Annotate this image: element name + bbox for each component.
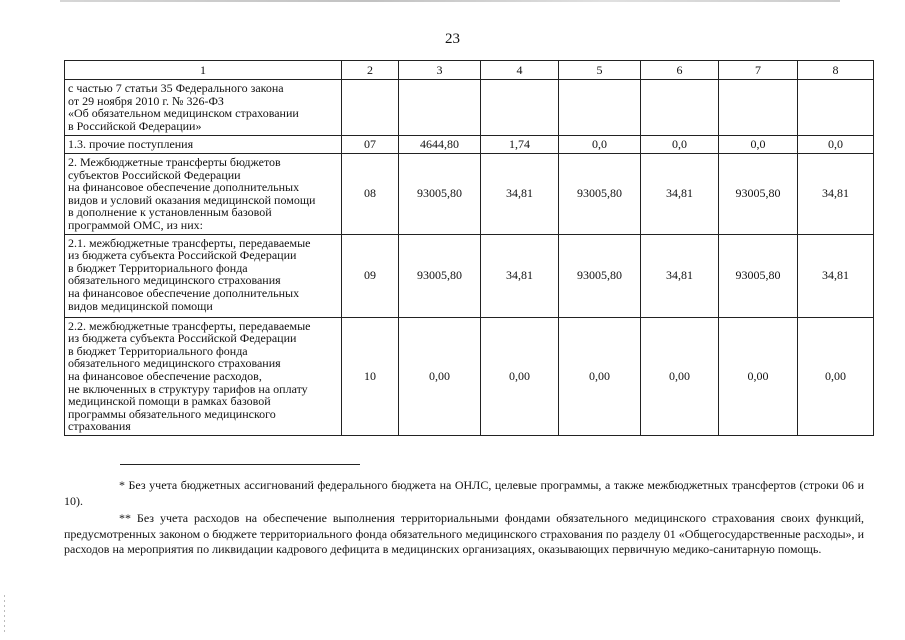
value-cell: 93005,80 <box>399 234 481 317</box>
value-cell: 0,00 <box>798 317 874 435</box>
value-cell: 0,0 <box>719 136 798 154</box>
row-label-cell: 2.1. межбюджетные трансферты, передаваемые из бюджета субъекта Российской Федерации в бюджет Территориального фонда обязательного медицинского страхования на финансовое обеспечение дополнительных видов медицинской помощи <box>65 234 342 317</box>
footnote-separator <box>120 464 360 465</box>
row-label-cell: 1.3. прочие поступления <box>65 136 342 154</box>
scan-top-edge <box>60 0 840 2</box>
value-cell: 34,81 <box>481 154 559 235</box>
value-cell: 08 <box>342 154 399 235</box>
value-cell: 34,81 <box>798 234 874 317</box>
value-cell: 34,81 <box>641 234 719 317</box>
table-row <box>65 234 874 317</box>
scan-margin-mark <box>4 595 5 635</box>
table-row <box>65 136 874 154</box>
value-cell: 93005,80 <box>399 154 481 235</box>
value-cell: 07 <box>342 136 399 154</box>
footnotes <box>64 478 864 560</box>
footnote-2: ** Без учета расходов на обеспечение выполнения территориальными фондами обязательного медицинского страхования своих функций, предусмотренных законом о бюджете территориального фонда обязательного медицинского страхования по разделу 01 «Общегосударственные расходы», и расходов на мероприятия по ликвидации кадрового дефицита в медицинских организациях, оказывающих первичную медико-санитарную помощь. <box>64 511 864 556</box>
value-cell: 34,81 <box>641 154 719 235</box>
header-cell: 3 <box>399 61 481 80</box>
value-cell: 34,81 <box>481 234 559 317</box>
row-label-cell: с частью 7 статьи 35 Федерального закона от 29 ноября 2010 г. № 326-ФЗ «Об обязательном медицинском страховании в Российской Федерации» <box>65 80 342 136</box>
value-cell: 0,00 <box>559 317 641 435</box>
value-cell: 09 <box>342 234 399 317</box>
page-number: 23 <box>445 31 460 47</box>
value-cell <box>399 80 481 136</box>
row-label-cell: 2. Межбюджетные трансферты бюджетов субъектов Российской Федерации на финансовое обеспечение дополнительных видов и условий оказания медицинской помощи в дополнение к установленным базовой программой ОМС, из них: <box>65 154 342 235</box>
value-cell: 34,81 <box>798 154 874 235</box>
header-cell: 6 <box>641 61 719 80</box>
header-cell: 7 <box>719 61 798 80</box>
value-cell: 0,00 <box>481 317 559 435</box>
value-cell: 1,74 <box>481 136 559 154</box>
value-cell: 0,0 <box>798 136 874 154</box>
value-cell <box>559 80 641 136</box>
value-cell <box>719 80 798 136</box>
value-cell: 93005,80 <box>559 154 641 235</box>
table-row <box>65 317 874 435</box>
header-cell: 4 <box>481 61 559 80</box>
value-cell: 93005,80 <box>719 154 798 235</box>
value-cell: 0,00 <box>399 317 481 435</box>
header-cell: 5 <box>559 61 641 80</box>
value-cell: 0,0 <box>559 136 641 154</box>
value-cell <box>342 80 399 136</box>
value-cell: 0,00 <box>719 317 798 435</box>
value-cell: 93005,80 <box>719 234 798 317</box>
header-cell: 1 <box>65 61 342 80</box>
value-cell: 10 <box>342 317 399 435</box>
value-cell <box>798 80 874 136</box>
table-header-row <box>65 61 874 80</box>
table-row <box>65 154 874 235</box>
header-cell: 2 <box>342 61 399 80</box>
row-label-cell: 2.2. межбюджетные трансферты, передаваемые из бюджета субъекта Российской Федерации в бюджет Территориального фонда обязательного медицинского страхования на финансовое обеспечение расходов, не включенных в структуру тарифов на оплату медицинской помощи в рамках базовой программы обязательного медицинского страхования <box>65 317 342 435</box>
footnote-1: * Без учета бюджетных ассигнований федерального бюджета на ОНЛС, целевые программы, а также межбюджетных трансфертов (строки 06 и 10). <box>64 478 864 508</box>
value-cell: 0,00 <box>641 317 719 435</box>
value-cell: 4644,80 <box>399 136 481 154</box>
table-row <box>65 80 874 136</box>
value-cell <box>481 80 559 136</box>
value-cell: 93005,80 <box>559 234 641 317</box>
value-cell <box>641 80 719 136</box>
header-cell: 8 <box>798 61 874 80</box>
budget-table <box>64 60 874 436</box>
value-cell: 0,0 <box>641 136 719 154</box>
